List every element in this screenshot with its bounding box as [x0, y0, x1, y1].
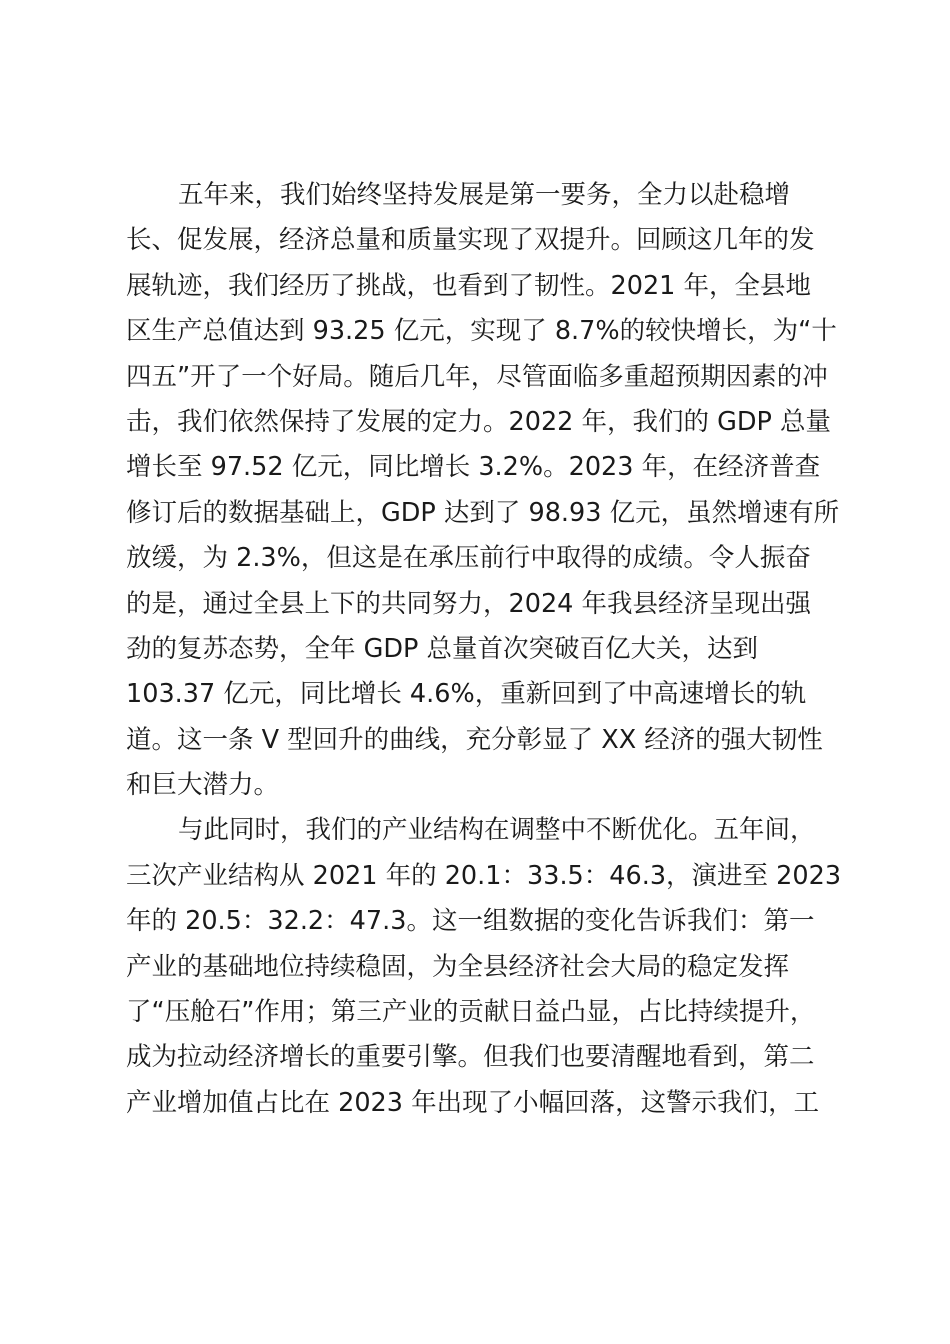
- text-line: 年的 20.5：32.2：47.3。这一组数据的变化告诉我们：第一: [126, 906, 815, 937]
- text-line: 修订后的数据基础上，GDP 达到了 98.93 亿元，虽然增速有所: [126, 497, 840, 528]
- body-text: [126, 173, 842, 1126]
- text-line: 展轨迹，我们经历了挑战，也看到了韧性。2021 年，全县地: [126, 270, 812, 301]
- text-line: 劲的复苏态势，全年 GDP 总量首次突破百亿大关，达到: [126, 633, 758, 664]
- text-line: 长、促发展，经济总量和质量实现了双提升。回顾这几年的发: [126, 225, 815, 256]
- text-line: 与此同时，我们的产业结构在调整中不断优化。五年间，: [178, 815, 816, 846]
- text-line: 道。这一条 V 型回升的曲线，充分彰显了 XX 经济的强大韧性: [126, 724, 823, 755]
- text-line: 放缓，为 2.3%，但这是在承压前行中取得的成绩。令人振奋: [126, 543, 811, 574]
- text-line: 增长至 97.52 亿元，同比增长 3.2%。2023 年，在经济普查: [126, 452, 821, 483]
- text-line: 三次产业结构从 2021 年的 20.1：33.5：46.3，演进至 2023: [126, 860, 842, 891]
- text-line: 产业增加值占比在 2023 年出现了小幅回落，这警示我们，工: [126, 1087, 820, 1118]
- text-line: 五年来，我们始终坚持发展是第一要务，全力以赴稳增: [178, 180, 791, 210]
- text-line: 产业的基础地位持续稳固，为全县经济社会大局的稳定发挥: [126, 951, 790, 982]
- text-line: 击，我们依然保持了发展的定力。2022 年，我们的 GDP 总量: [126, 406, 831, 437]
- paragraph-industrial-structure: [126, 808, 842, 1126]
- text-line: 区生产总值达到 93.25 亿元，实现了 8.7%的较快增长，为“十: [126, 316, 837, 347]
- text-line: 和巨大潜力。: [126, 770, 280, 801]
- text-line: 的是，通过全县上下的共同努力，2024 年我县经济呈现出强: [126, 588, 812, 619]
- text-line: 103.37 亿元，同比增长 4.6%，重新回到了中高速增长的轨: [126, 679, 807, 710]
- text-line: 了“压舱石”作用；第三产业的贡献日益凸显，占比持续提升，: [126, 997, 816, 1028]
- text-line: 成为拉动经济增长的重要引擎。但我们也要清醒地看到，第二: [126, 1042, 815, 1073]
- paragraph-economic-growth: [126, 173, 840, 808]
- text-line: 四五”开了一个好局。随后几年，尽管面临多重超预期因素的冲: [126, 361, 828, 392]
